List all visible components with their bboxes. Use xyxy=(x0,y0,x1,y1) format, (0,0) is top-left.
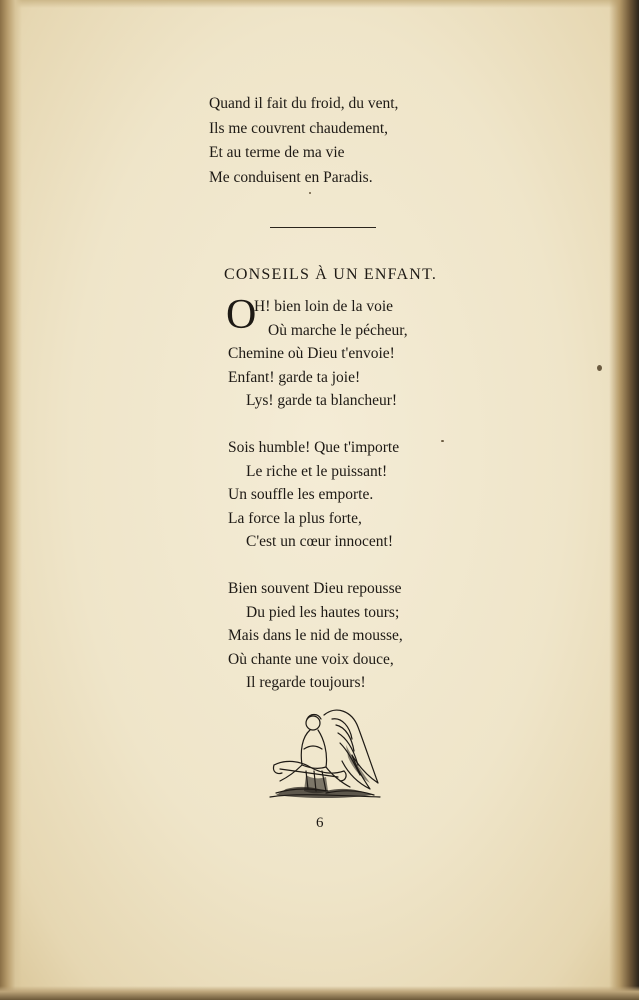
verse-line: C'est un cœur innocent! xyxy=(246,533,393,550)
page-right-edge xyxy=(609,0,639,1000)
stanza-3 xyxy=(228,577,408,695)
page-bottom-edge xyxy=(0,986,639,1000)
verse-line: Un souffle les emporte. xyxy=(228,486,374,503)
poem-title: CONSEILS À UN ENFANT. xyxy=(224,266,438,283)
verse-line: Sois humble! Que t'importe xyxy=(228,439,400,456)
verse-line: Où chante une voix douce, xyxy=(228,650,394,668)
stanza-2 xyxy=(228,436,408,554)
verse-line: Mais dans le nid de mousse, xyxy=(228,627,403,644)
stanza-1 xyxy=(226,292,408,413)
verse-line: La force la plus forte, xyxy=(228,509,362,527)
verse-line: H! bien loin de la voie xyxy=(254,298,394,315)
verse-line: Ils me couvrent chaudement, xyxy=(209,119,389,137)
poem-body xyxy=(226,292,408,718)
verse-line: Me conduisent en Paradis. xyxy=(209,168,373,186)
page-left-edge xyxy=(0,0,22,1000)
paper-speck xyxy=(309,192,311,194)
paper-speck xyxy=(441,440,444,442)
verse-line: Chemine où Dieu t'envoie! xyxy=(228,345,395,362)
verse-line: Le riche et le puissant! xyxy=(246,462,388,480)
kneeling-angel-icon xyxy=(266,705,384,805)
page-top-shadow xyxy=(0,0,639,8)
paper-speck xyxy=(597,365,602,371)
verse-line: Lys! garde ta blancheur! xyxy=(246,392,398,409)
verse-line: Du pied les hautes tours; xyxy=(246,603,400,621)
drop-cap: O xyxy=(226,292,257,338)
verse-line: Où marche le pécheur, xyxy=(268,321,408,339)
verse-line: Enfant! garde ta joie! xyxy=(228,368,361,386)
page-number: 6 xyxy=(316,815,324,831)
verse-line: Bien souvent Dieu repousse xyxy=(228,580,402,597)
verse-line: Il regarde toujours! xyxy=(246,674,366,691)
verse-line: Quand il fait du froid, du vent, xyxy=(209,95,399,112)
section-divider xyxy=(270,227,376,228)
verse-line: Et au terme de ma vie xyxy=(209,144,345,161)
preceding-stanza xyxy=(209,92,398,190)
